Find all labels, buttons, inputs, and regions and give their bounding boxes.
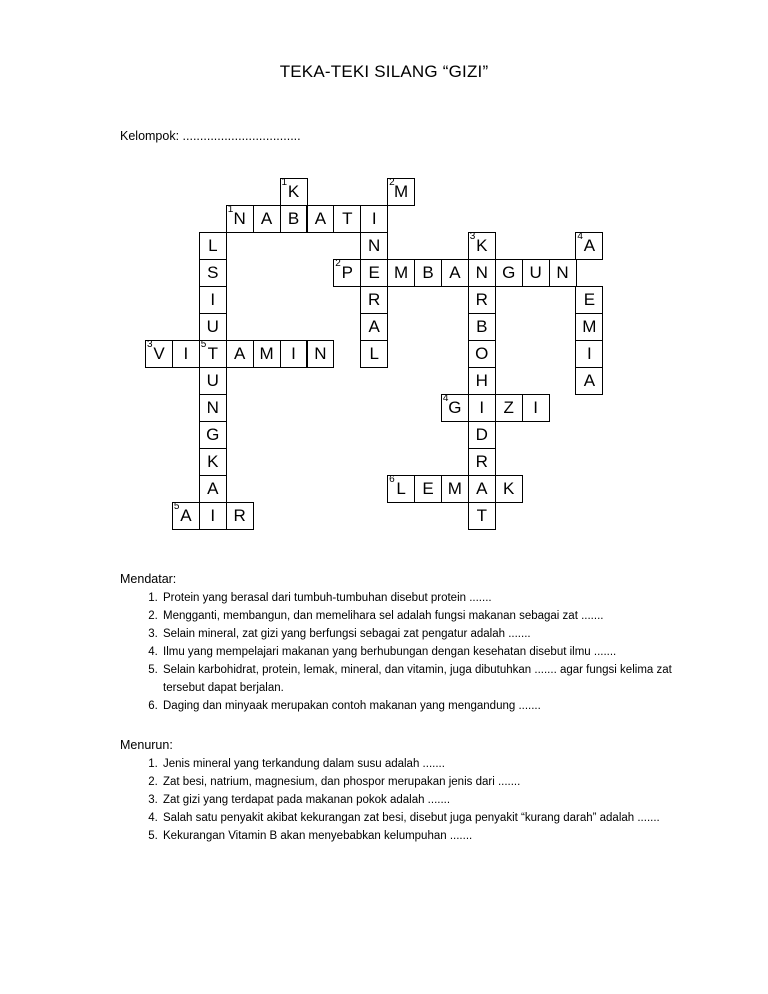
mendatar-clue-2: 2. Mengganti, membangun, dan memelihara sel adalah fungsi makanan sebagai zat .......: [161, 607, 701, 625]
cell-letter: I: [371, 209, 377, 228]
cell-letter: U: [206, 317, 219, 336]
mendatar-section: [120, 572, 701, 715]
crossword-cell[interactable]: [468, 448, 496, 476]
cell-letter: N: [206, 398, 219, 417]
crossword-cell[interactable]: [360, 313, 388, 341]
cell-letter: I: [533, 398, 538, 417]
crossword-cell[interactable]: [522, 394, 550, 422]
crossword-cell[interactable]: [172, 502, 200, 530]
crossword-cell[interactable]: [172, 340, 200, 368]
cell-letter: Z: [503, 398, 514, 417]
cell-letter: U: [206, 371, 219, 390]
crossword-cell[interactable]: [468, 340, 496, 368]
clue-number: 2: [335, 258, 341, 269]
cell-letter: T: [342, 209, 353, 228]
mendatar-clue-6: 6. Daging dan minyaak merupakan contoh makanan yang mengandung .......: [161, 697, 701, 715]
clue-number: 2: [389, 177, 395, 188]
crossword-cell[interactable]: [199, 367, 227, 395]
cell-letter: U: [529, 263, 542, 282]
cell-letter: B: [287, 209, 300, 228]
clue-number: 1: [227, 204, 234, 215]
cell-letter: L: [369, 344, 379, 363]
crossword-cell[interactable]: [468, 421, 496, 449]
cell-letter: I: [210, 506, 216, 525]
cell-letter: K: [476, 236, 488, 255]
cell-letter: K: [503, 479, 515, 498]
crossword-cell[interactable]: [226, 502, 254, 530]
crossword-cell[interactable]: [360, 259, 388, 287]
crossword-cell[interactable]: [468, 475, 496, 503]
cell-letter: E: [368, 263, 380, 282]
worksheet-title: TEKA-TEKI SILANG “GIZI”: [279, 62, 489, 81]
crossword-cell[interactable]: [414, 475, 442, 503]
crossword-cell[interactable]: [199, 340, 227, 368]
cell-letter: G: [206, 425, 220, 444]
crossword-cell[interactable]: [280, 178, 308, 206]
menurun-heading: Menurun:: [120, 738, 173, 752]
crossword-cell[interactable]: [199, 502, 227, 530]
crossword-cell[interactable]: [468, 394, 496, 422]
crossword-cell[interactable]: [495, 259, 523, 287]
crossword-cell[interactable]: [199, 259, 227, 287]
cell-letter: A: [476, 479, 488, 498]
cell-letter: A: [449, 263, 461, 282]
menurun-section: [120, 738, 701, 845]
menurun-clue-1: 1. Jenis mineral yang terkandung dalam susu adalah .......: [161, 755, 701, 773]
clue-number: 4: [442, 393, 449, 404]
group-name-field: Kelompok: ..................................: [120, 129, 301, 143]
cell-letter: I: [291, 344, 296, 363]
cell-letter: L: [396, 479, 406, 498]
cell-letter: N: [556, 263, 569, 282]
cell-letter: A: [583, 236, 596, 255]
crossword-cell[interactable]: [199, 232, 227, 260]
clue-number: 3: [147, 339, 153, 350]
mendatar-clue-1: 1. Protein yang berasal dari tumbuh-tumbuhan disebut protein .......: [161, 589, 701, 607]
cell-letter: B: [476, 317, 488, 336]
clue-number: 4: [577, 231, 583, 242]
clue-number: 5: [200, 339, 207, 350]
crossword-cell[interactable]: [280, 340, 308, 368]
cell-letter: M: [259, 344, 274, 363]
cell-letter: S: [207, 263, 219, 282]
cell-letter: N: [368, 236, 381, 255]
cell-letter: K: [207, 452, 219, 471]
cell-letter: I: [479, 398, 485, 417]
cell-letter: R: [368, 290, 381, 309]
crossword-cell[interactable]: [468, 313, 496, 341]
cell-letter: M: [394, 182, 409, 201]
crossword-cell[interactable]: [575, 232, 603, 260]
menurun-clue-5: 5. Kekurangan Vitamin B akan menyebabkan kelumpuhan .......: [161, 827, 701, 845]
cell-letter: V: [153, 344, 165, 363]
mendatar-clue-4: 4. Ilmu yang mempelajari makanan yang berhubungan dengan kesehatan disebut ilmu .......: [161, 643, 701, 661]
crossword-cell[interactable]: [360, 286, 388, 314]
cell-letter: B: [422, 263, 434, 282]
crossword-cell[interactable]: [522, 259, 550, 287]
menurun-clue-4: 4. Salah satu penyakit akibat kekurangan zat besi, disebut juga penyakit “kurang darah” adalah .......: [161, 809, 701, 827]
cell-letter: A: [234, 344, 246, 363]
cell-letter: R: [233, 506, 246, 525]
cell-letter: A: [314, 209, 327, 228]
cell-letter: M: [447, 479, 462, 498]
cell-letter: M: [582, 317, 597, 336]
crossword-cell[interactable]: [360, 205, 388, 233]
cell-letter: H: [475, 371, 488, 390]
crossword-cell[interactable]: [549, 259, 577, 287]
crossword-cell[interactable]: [199, 448, 227, 476]
cell-letter: G: [502, 263, 516, 282]
cell-letter: A: [583, 371, 596, 390]
crossword-cell[interactable]: [199, 475, 227, 503]
crossword-cell[interactable]: [333, 205, 361, 233]
cell-letter: N: [475, 263, 488, 282]
crossword-cell[interactable]: [199, 421, 227, 449]
crossword-cell[interactable]: [306, 340, 334, 368]
cell-letter: R: [475, 452, 488, 471]
cell-letter: N: [314, 344, 327, 363]
cell-letter: I: [210, 290, 216, 309]
cell-letter: K: [287, 182, 300, 201]
cell-letter: A: [180, 506, 192, 525]
crossword-cell[interactable]: [387, 259, 415, 287]
crossword-cell[interactable]: [468, 367, 496, 395]
crossword-cell[interactable]: [199, 286, 227, 314]
cell-letter: P: [341, 263, 353, 282]
cell-letter: G: [448, 398, 462, 417]
cell-letter: A: [260, 209, 273, 228]
crossword-cell[interactable]: [253, 340, 281, 368]
crossword-cell[interactable]: [306, 205, 334, 233]
clue-number: 3: [469, 231, 476, 242]
crossword-cell[interactable]: [226, 205, 254, 233]
crossword-cell[interactable]: [414, 259, 442, 287]
mendatar-clue-5: 5. Selain karbohidrat, protein, lemak, mineral, dan vitamin, juga dibutuhkan ....... agar fungsi kelima zat tersebut dapat berjalan.: [161, 661, 701, 697]
clue-number: 6: [389, 474, 395, 485]
crossword-cell[interactable]: [575, 313, 603, 341]
crossword-cell[interactable]: [360, 340, 388, 368]
cell-letter: I: [587, 344, 592, 363]
crossword-cell[interactable]: [199, 313, 227, 341]
cell-letter: N: [233, 209, 246, 228]
crossword-cell[interactable]: [495, 394, 523, 422]
cell-letter: T: [207, 344, 218, 363]
cell-letter: E: [422, 479, 434, 498]
crossword-cell[interactable]: [575, 286, 603, 314]
cell-letter: T: [476, 506, 487, 525]
crossword-cell[interactable]: [468, 286, 496, 314]
mendatar-clue-3: 3. Selain mineral, zat gizi yang berfungsi sebagai zat pengatur adalah .......: [161, 625, 701, 643]
cell-letter: L: [208, 236, 218, 255]
crossword-cell[interactable]: [333, 259, 361, 287]
crossword-cell[interactable]: [280, 205, 308, 233]
crossword-cell[interactable]: [495, 475, 523, 503]
crossword-cell[interactable]: [575, 340, 603, 368]
menurun-clue-2: 2. Zat besi, natrium, magnesium, dan phospor merupakan jenis dari .......: [161, 773, 701, 791]
cell-letter: A: [207, 479, 219, 498]
cell-letter: D: [475, 425, 488, 444]
crossword-cell[interactable]: [441, 259, 469, 287]
crossword-cell[interactable]: [387, 475, 415, 503]
clue-number: 5: [173, 501, 180, 512]
crossword-cell[interactable]: [468, 259, 496, 287]
crossword-cell[interactable]: [441, 394, 469, 422]
crossword-cell[interactable]: [360, 232, 388, 260]
menurun-clue-3: 3. Zat gizi yang terdapat pada makanan pokok adalah .......: [161, 791, 701, 809]
crossword-cell[interactable]: [253, 205, 281, 233]
crossword-cell[interactable]: [226, 340, 254, 368]
cell-letter: M: [394, 263, 409, 282]
crossword-cell[interactable]: [468, 502, 496, 530]
cell-letter: R: [475, 290, 488, 309]
crossword-cell[interactable]: [441, 475, 469, 503]
crossword-cell[interactable]: [468, 232, 496, 260]
crossword-cell[interactable]: [145, 340, 173, 368]
crossword-cell[interactable]: [575, 367, 603, 395]
crossword-cell[interactable]: [199, 394, 227, 422]
cell-letter: I: [183, 344, 189, 363]
mendatar-heading: Mendatar:: [120, 572, 177, 586]
crossword-cell[interactable]: [387, 178, 415, 206]
cell-letter: A: [368, 317, 380, 336]
cell-letter: O: [475, 344, 489, 363]
clue-number: 1: [281, 177, 288, 188]
cell-letter: E: [583, 290, 596, 309]
